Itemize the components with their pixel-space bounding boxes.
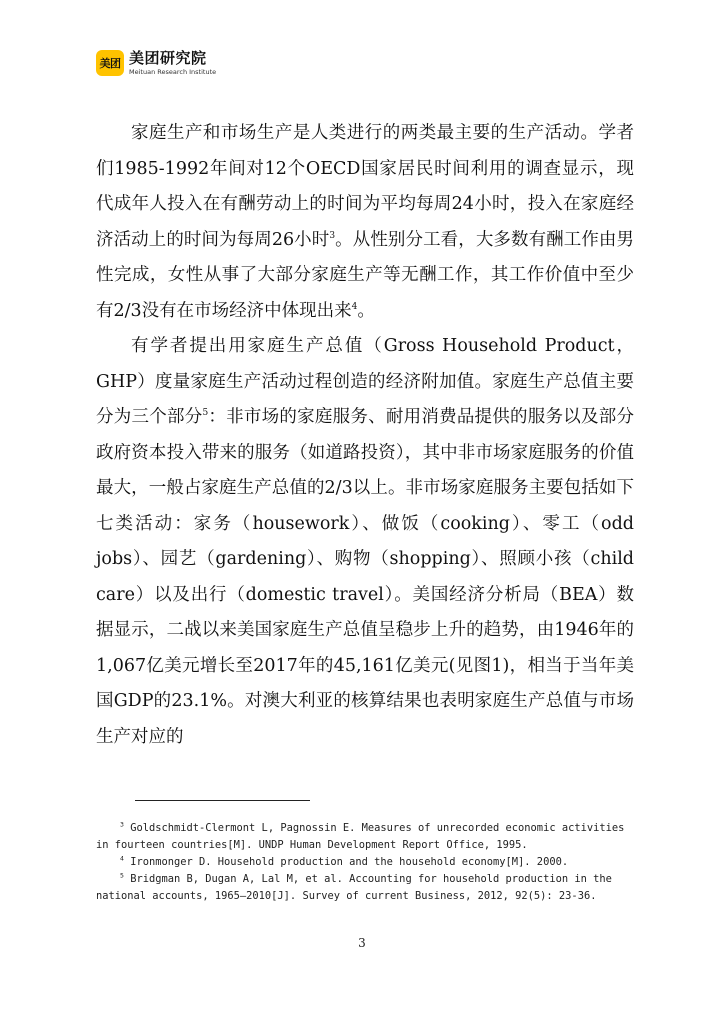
footnote-divider: [135, 800, 310, 801]
footnote-number: 3: [120, 820, 124, 829]
paragraph-1-part-c: 。: [357, 300, 375, 321]
footnotes: [96, 820, 636, 905]
footnote-5: [96, 871, 636, 905]
page-number: 3: [358, 936, 366, 950]
footnote-text: Ironmonger D. Household production and the household economy[M]. 2000.: [130, 856, 569, 868]
logo-english-name: Meituan Research Institute: [129, 67, 217, 76]
paragraph-2: [96, 329, 634, 755]
paragraph-1-part-b: 。从性别分工看，大多数有酬工作由男性完成，女性从事了大部分家庭生产等无酬工作，其工作价值中至少有2/3没有在市场经济中体现出来: [96, 229, 634, 321]
paragraph-1-part-a: 家庭生产和市场生产是人类进行的两类最主要的生产活动。学者们1985-1992年间对12个OECD国家居民时间利用的调查显示，现代成年人投入在有酬劳动上的时间为平均每周24小时，投入在家庭经济活动上的时间为每周26小时: [96, 123, 634, 250]
footnote-4: [96, 854, 636, 871]
footnote-ref-3: 3: [329, 230, 336, 241]
logo-name: 美团研究院: [129, 48, 207, 67]
footnote-ref-4: 4: [351, 301, 358, 312]
footnote-ref-5: 5: [202, 408, 209, 419]
paragraph-1: [96, 116, 634, 329]
footnote-text: Goldschmidt-Clermont L, Pagnossin E. Measures of unrecorded economic activities in fourteen countries[M]. UNDP Human Development Report Office, 1995.: [96, 822, 625, 851]
footnote-number: 5: [120, 871, 124, 880]
logo-badge: 美团: [96, 50, 124, 76]
body-text: [96, 116, 634, 755]
paragraph-2-part-b: ：非市场的家庭服务、耐用消费品提供的服务以及部分政府资本投入带来的服务（如道路投资），其中非市场家庭服务的价值最大，一般占家庭生产总值的2/3以上。非市场家庭服务主要包括如下七类活动：家务（housework）、做饭（cooking）、零工（odd jobs）、园艺（gardening）、购物（shopping）、照顾小孩（child care）以及出行（domestic travel）。美国经济分析局（BEA）数据显示，二战以来美国家庭生产总值呈稳步上升的趋势，由1946年的1,067亿美元增长至2017年的45,161亿美元(见图1)，相当于当年美国GDP的23.1%。对澳大利亚的核算结果也表明家庭生产总值与市场生产对应的: [96, 407, 634, 747]
paragraph-2-part-a: 有学者提出用家庭生产总值（Gross Household Product，GHP）度量家庭生产活动过程创造的经济附加值。家庭生产总值主要分为三个部分: [96, 336, 634, 427]
footnote-3: [96, 820, 636, 854]
logo-text: [129, 48, 217, 76]
logo: [96, 50, 216, 76]
footnote-text: Bridgman B, Dugan A, Lal M, et al. Accounting for household production in the national accounts, 1965–2010[J]. Survey of current Business, 2012, 92(5): 23-36.: [96, 873, 612, 902]
footnote-number: 4: [120, 854, 124, 863]
